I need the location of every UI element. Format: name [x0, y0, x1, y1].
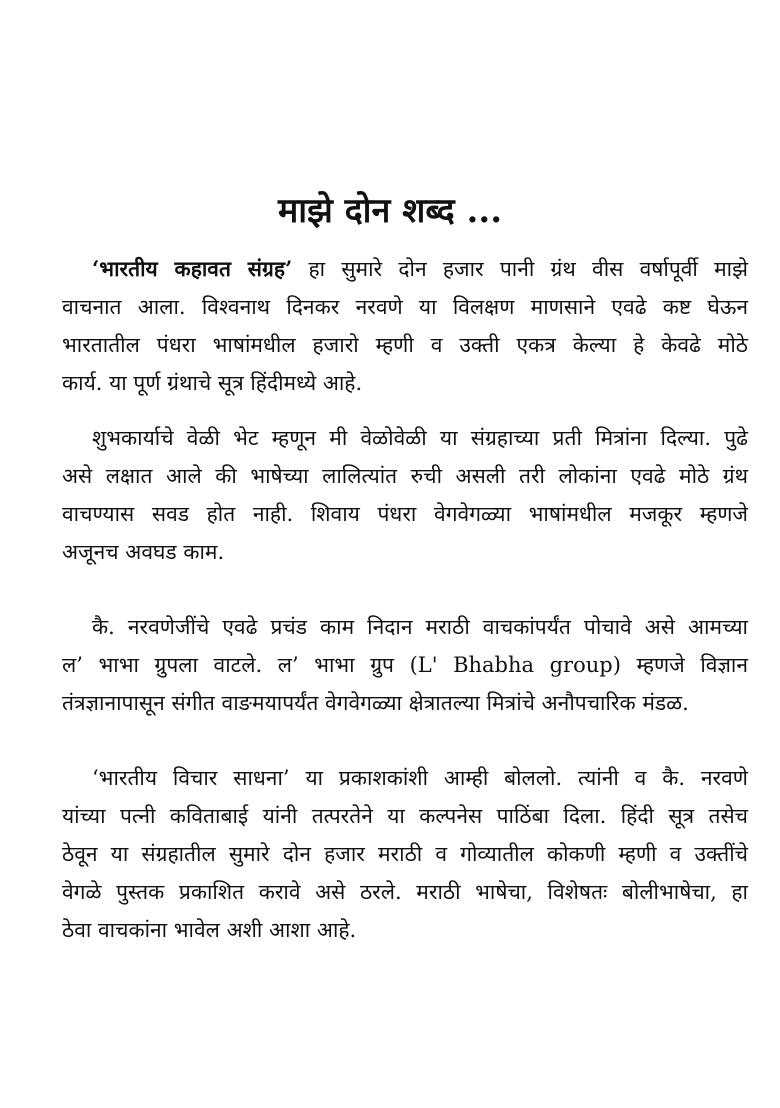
- paragraph-4: [62, 759, 748, 949]
- text-line: अजूनच अवघड काम.: [62, 540, 225, 564]
- text-line: ठेवा वाचकांना भावेल अशी आशा आहे.: [62, 918, 357, 942]
- text-line: वाचनात आला. विश्वनाथ दिनकर नरवणे या विलक्षण माणसाने एवढे कष्ट घेऊन: [62, 295, 748, 319]
- text-line: ‘भारतीय विचार साधना’ या प्रकाशकांशी आम्ही बोललो. त्यांनी व कै. नरवणे: [92, 766, 748, 790]
- paragraph-3: [62, 608, 748, 722]
- text-line: ठेवून या संग्रहातील सुमारे दोन हजार मराठी व गोव्यातील कोकणी म्हणी व उक्तींचे: [62, 842, 748, 866]
- page-title: माझे दोन शब्द ...: [277, 191, 503, 231]
- text-line: [62, 250, 748, 288]
- text-line: ल’ भाभा ग्रुपला वाटले. ल’ भाभा ग्रुप (L' Bhabha group) म्हणजे विज्ञान: [62, 653, 748, 677]
- text-line: शुभकार्याचे वेळी भेट म्हणून मी वेळोवेळी या संग्रहाच्या प्रती मित्रांना दिल्या. पुढे: [92, 426, 748, 450]
- book-title: ‘भारतीय कहावत संग्रह’: [92, 256, 293, 281]
- text-line: असे लक्षात आले की भाषेच्या लालित्यांत रुची असली तरी लोकांना एवढे मोठे ग्रंथ: [62, 464, 748, 488]
- paragraph-2: [62, 419, 748, 571]
- text-line: वाचण्यास सवड होत नाही. शिवाय पंधरा वेगवेगळ्या भाषांमधील मजकूर म्हणजे: [62, 502, 748, 526]
- text-span: हा सुमारे दोन हजार पानी ग्रंथ वीस वर्षापूर्वी माझे: [292, 257, 748, 281]
- paragraph-1: [62, 250, 748, 402]
- text-line: वेगळे पुस्तक प्रकाशित करावे असे ठरले. मराठी भाषेचा, विशेषतः बोलीभाषेचा, हा: [62, 880, 748, 904]
- text-line: यांच्या पत्नी कविताबाई यांनी तत्परतेने या कल्पनेस पाठिंबा दिला. हिंदी सूत्र तसेच: [62, 804, 748, 828]
- text-line: कार्य. या पूर्ण ग्रंथाचे सूत्र हिंदीमध्ये आहे.: [62, 371, 363, 395]
- text-line: कै. नरवणेजींचे एवढे प्रचंड काम निदान मराठी वाचकांपर्यंत पोचावे असे आमच्या: [92, 615, 748, 639]
- text-line: तंत्रज्ञानापासून संगीत वाङमयापर्यंत वेगवेगळ्या क्षेत्रातल्या मित्रांचे अनौपचारिक मंडळ.: [62, 691, 689, 715]
- text-line: भारतातील पंधरा भाषांमधील हजारो म्हणी व उक्ती एकत्र केल्या हे केवढे मोठे: [62, 333, 748, 357]
